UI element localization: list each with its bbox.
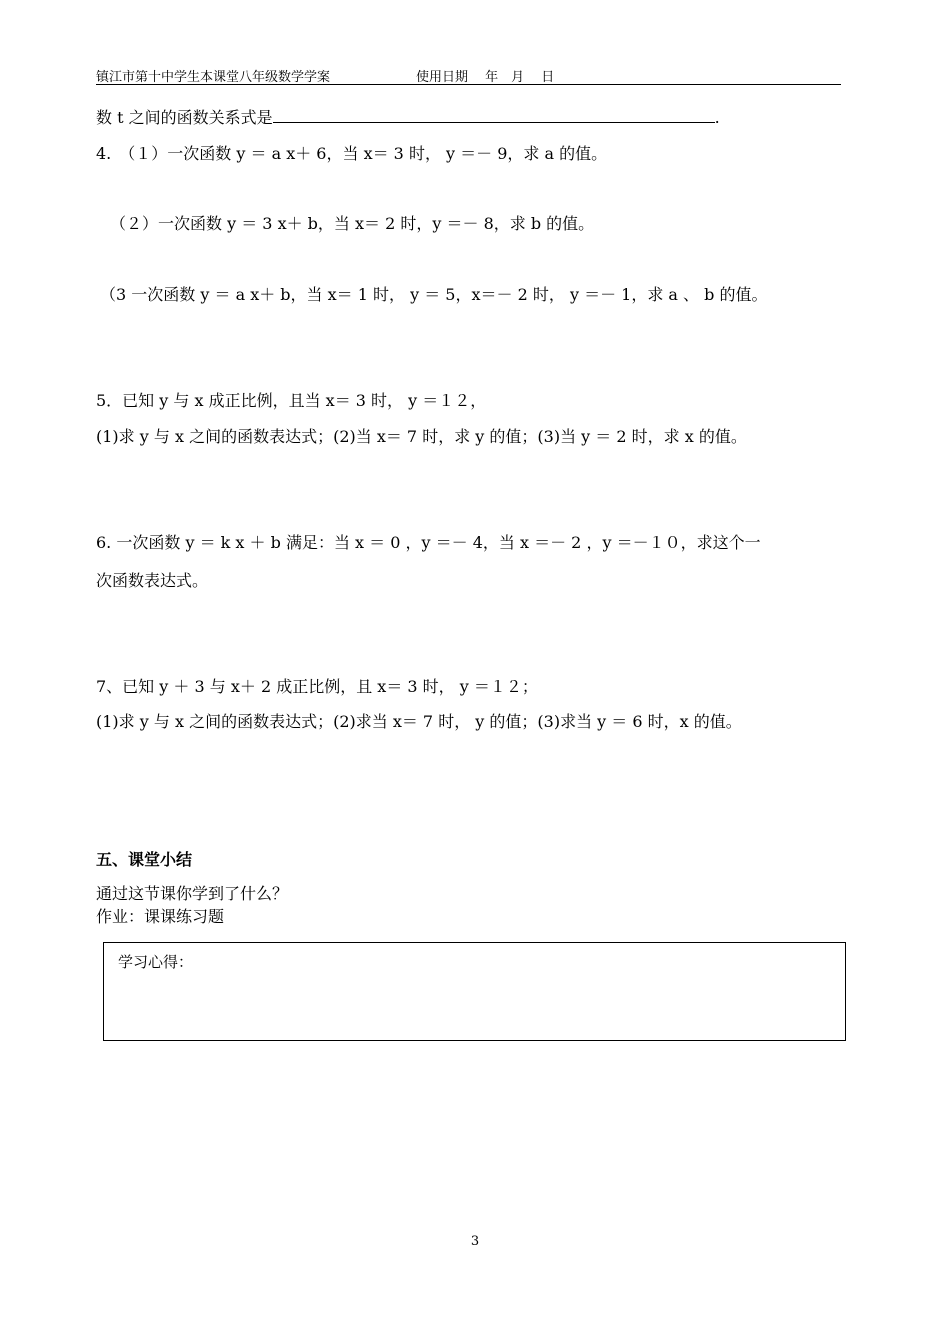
question-4-part-1: 4. （１）一次函数 y ＝ a x＋ 6，当 x＝ 3 时， y ＝－ 9，求 a 的值。 — [96, 144, 608, 163]
homework-line: 作业：课课练习题 — [96, 907, 225, 926]
header-date-field: 使用日期 年 月 日 — [416, 70, 555, 85]
question-5-parts: (1)求 y 与 x 之间的函数表达式；(2)当 x＝ 7 时，求 y 的值；(3)当 y ＝ 2 时，求 x 的值。 — [96, 427, 747, 446]
question-4-part-3: （3 一次函数 y ＝ a x＋ b，当 x＝ 1 时， y ＝ 5，x＝－ 2 时， y ＝－ 1，求 a 、 b 的值。 — [100, 285, 768, 304]
page-header — [96, 66, 841, 85]
reflection-box — [103, 942, 846, 1041]
answer-blank — [273, 108, 715, 123]
function-relation-line — [96, 108, 720, 128]
page-number: 3 — [470, 1234, 480, 1249]
question-5-stem: 5．已知 y 与 x 成正比例，且当 x＝ 3 时， y ＝１２， — [96, 391, 487, 410]
section-heading-summary: 五、课堂小结 — [96, 850, 193, 869]
question-6-stem: 6. 一次函数 y ＝ k x ＋ b 满足：当 x ＝ 0 ，y ＝－ 4，当 x ＝－ 2 ，y ＝－１０，求这个一 — [96, 533, 761, 552]
header-title: 镇江市第十中学生本课堂八年级数学学案 — [96, 70, 331, 85]
relation-text: 数 t 之间的函数关系式是 — [96, 108, 273, 127]
reflection-label: 学习心得： — [118, 953, 194, 971]
summary-question: 通过这节课你学到了什么？ — [96, 884, 289, 903]
question-6-continuation: 次函数表达式。 — [96, 571, 209, 590]
relation-period: . — [714, 108, 720, 127]
question-4-part-2: （２）一次函数 y ＝ 3 x＋ b，当 x＝ 2 时，y ＝－ 8，求 b 的值。 — [110, 214, 595, 233]
question-7-parts: (1)求 y 与 x 之间的函数表达式；(2)求当 x＝ 7 时， y 的值；(3)求当 y ＝ 6 时，x 的值。 — [96, 712, 742, 731]
question-7-stem: 7、已知 y ＋ 3 与 x＋ 2 成正比例，且 x＝ 3 时， y ＝１２； — [96, 677, 538, 696]
